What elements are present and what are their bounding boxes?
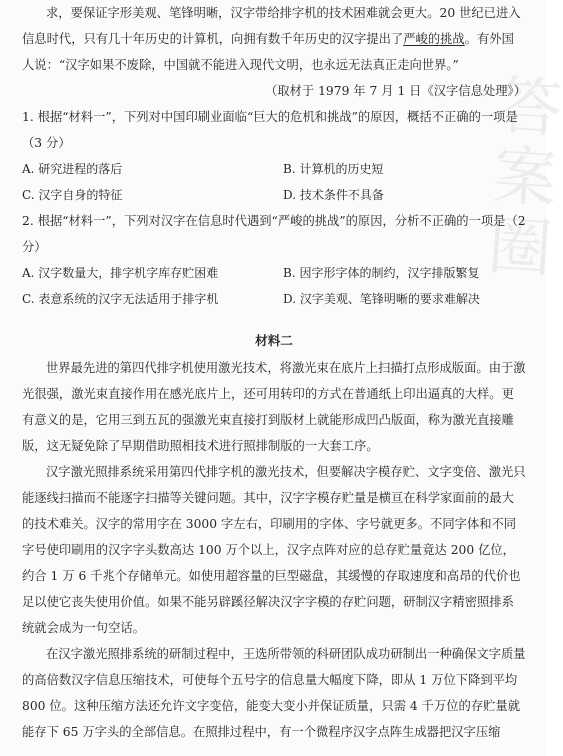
question-1-options bbox=[22, 156, 526, 208]
question-2-options bbox=[22, 260, 526, 312]
q2-option-d: D. 汉字美观、笔锋明晰的要求难解决 bbox=[283, 292, 480, 306]
q1-option-c: C. 汉字自身的特征 bbox=[22, 188, 123, 202]
q2-option-b: B. 因字形字体的制约，汉字排版繁复 bbox=[283, 266, 480, 280]
q1-option-a: A. 研究进程的落后 bbox=[22, 162, 123, 176]
q2-option-c: C. 表意系统的汉字无法适用于排字机 bbox=[22, 292, 219, 306]
q1-option-b: B. 计算机的历史短 bbox=[283, 162, 384, 176]
intro-text-2: 。有外国人说：“汉字如果不废除，中国就不能进入现代文明，也永远无法真正走向世界。” bbox=[22, 32, 514, 72]
intro-underlined-phrase: 严峻的挑战 bbox=[403, 32, 465, 46]
section-2-paragraph-1: 世界最先进的第四代排字机使用激光技术，将激光束在底片上扫描打点形成版面。由于激光很强，激光束直接作用在感光底片上，还可用转印的方式在普通纸上印出逼真的大样。更有意义的是，它用三到五瓦的强激光束直接打到版材上就能形成凹凸版面，称为激光直接雕版，这无疑免除了早期借助照相技术进行照排制版的一大套工序。 bbox=[22, 361, 526, 453]
q2-option-a: A. 汉字数量大，排字机字库存贮困难 bbox=[22, 266, 219, 280]
section-2-paragraph-2: 汉字激光照排系统采用第四代排字机的激光技术，但要解决字模存贮、文字变倍、激光只能逐线扫描而不能逐字扫描等关键问题。其中，汉字字模存贮量是横亘在科学家面前的最大的技术难关。汉字的常用字在 3000 字左右，印刷用的字体、字号就更多。不同字体和不同字号使印刷用的汉字字头数高达 100 万个以上，汉字点阵对应的总存贮量竟达 200 亿位，约合 1 万 6 千兆个存储单元。如使用超容量的巨型磁盘，其缓慢的存取速度和高昂的代价也足以使它丧失使用价值。如果不能另辟蹊径解决汉字字模的存贮问题，研制汉字精密照排系统就会成为一句空话。 bbox=[22, 465, 526, 635]
question-1-stem: 1. 根据“材料一”，下列对中国印刷业面临“巨大的危机和挑战”的原因，概括不正确的一项是（3 分） bbox=[22, 110, 518, 150]
question-2-stem: 2. 根据“材料一”，下列对汉字在信息时代遇到“严峻的挑战”的原因，分析不正确的一项是（2 分） bbox=[22, 214, 526, 254]
source-note: （取材于 1979 年 7 月 1 日《汉字信息处理》） bbox=[265, 84, 526, 98]
section-2-title: 材料二 bbox=[255, 333, 293, 348]
document-content bbox=[22, 0, 526, 745]
intro-paragraph bbox=[22, 0, 526, 78]
intro-text-1: 求，要保证字形美观、笔锋明晰，汉字带给排字机的技术困难就会更大。20 世纪已进入信息时代，只有几十年历史的计算机，向拥有数千年历史的汉字提出了 bbox=[22, 6, 521, 46]
q1-option-d: D. 技术条件不具备 bbox=[283, 188, 384, 202]
section-2-paragraph-3: 在汉字激光照排系统的研制过程中，王选所带领的科研团队成功研制出一种确保文字质量的高倍数汉字信息压缩技术，可使每个五号字的信息量大幅度下降，即从 1 万位下降到平均 800 位。这种压缩方法还允许文字变倍，能变大变小并保证质量，只需 4 千万位的存贮量就能存下 65 万字头的全部信息。在照排过程中，有一个微程序汉字点阵生成器把汉字压缩 bbox=[22, 647, 526, 739]
watermark: 答案圈 bbox=[474, 70, 563, 285]
